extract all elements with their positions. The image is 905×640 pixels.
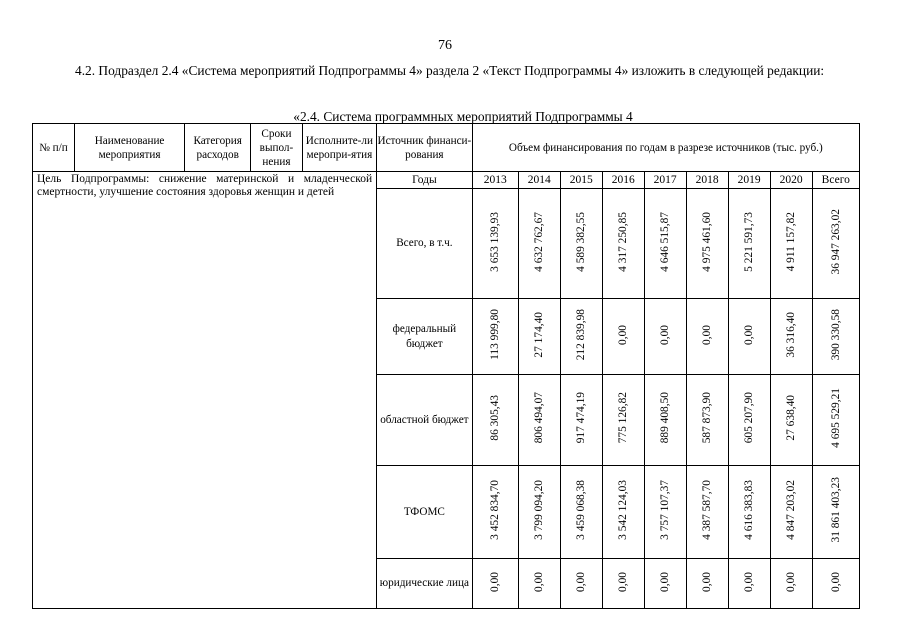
funding-value: 0,00: [743, 571, 756, 592]
funding-cell: [728, 299, 770, 375]
funding-cell: [472, 189, 518, 299]
funding-cell: [644, 299, 686, 375]
funding-value: 3 452 834,70: [489, 480, 502, 540]
funding-value: 31 861 403,23: [829, 477, 842, 543]
funding-value: 0,00: [659, 571, 672, 592]
year-header-0: 2013: [472, 172, 518, 189]
funding-value: 390 330,58: [829, 308, 842, 361]
funding-value: 4 589 382,55: [575, 211, 588, 272]
funding-value: 27 174,40: [533, 311, 546, 358]
funding-cell: [518, 299, 560, 375]
funding-value: 0,00: [533, 571, 546, 592]
funding-value: 0,00: [829, 571, 842, 592]
years-label: Годы: [377, 172, 472, 189]
funding-value: 3 459 068,38: [575, 480, 588, 540]
funding-cell: [812, 466, 859, 559]
funding-cell: [602, 299, 644, 375]
funding-value: 4 911 157,82: [785, 211, 798, 272]
funding-value: 113 999,80: [489, 309, 502, 360]
funding-cell: [812, 189, 859, 299]
funding-cell: [686, 466, 728, 559]
funding-value: 3 653 139,93: [489, 211, 502, 272]
funding-cell: [560, 299, 602, 375]
funding-cell: [686, 559, 728, 609]
funding-cell: [812, 559, 859, 609]
funding-value: 889 408,50: [659, 392, 672, 444]
funding-cell: [518, 466, 560, 559]
funding-cell: [770, 466, 812, 559]
funding-value: 3 757 107,37: [659, 480, 672, 540]
funding-value: 4 847 203,02: [785, 480, 798, 540]
funding-value: 0,00: [617, 571, 630, 592]
year-header-6: 2019: [728, 172, 770, 189]
funding-cell: [560, 189, 602, 299]
funding-value: 917 474,19: [575, 392, 588, 444]
funding-value: 587 873,90: [701, 392, 714, 444]
funding-cell: [770, 375, 812, 466]
header-category: Категория расходов: [185, 124, 251, 172]
funding-value: 0,00: [489, 571, 502, 592]
year-header-3: 2016: [602, 172, 644, 189]
funding-value: 3 542 124,03: [617, 480, 630, 540]
funding-value: 0,00: [575, 571, 588, 592]
funding-value: 0,00: [743, 324, 756, 345]
funding-value: 0,00: [701, 571, 714, 592]
funding-cell: [560, 466, 602, 559]
funding-cell: [644, 375, 686, 466]
funding-value: 4 695 529,21: [829, 388, 842, 448]
funding-cell: [728, 559, 770, 609]
funding-source: ТФОМС: [377, 466, 472, 559]
year-header-4: 2017: [644, 172, 686, 189]
year-header-1: 2014: [518, 172, 560, 189]
funding-cell: [518, 375, 560, 466]
funding-source: областной бюджет: [377, 375, 472, 466]
funding-value: 4 646 515,87: [659, 211, 672, 272]
funding-value: 0,00: [617, 324, 630, 345]
funding-cell: [472, 299, 518, 375]
header-source: Источник финанси-рования: [377, 124, 472, 172]
years-row: [33, 172, 860, 189]
funding-cell: [518, 559, 560, 609]
funding-value: 86 305,43: [489, 395, 502, 441]
header-terms: Сроки выпол-нения: [251, 124, 302, 172]
funding-value: 36 316,40: [785, 311, 798, 358]
funding-cell: [770, 189, 812, 299]
funding-cell: [560, 375, 602, 466]
funding-value: 5 221 591,73: [743, 211, 756, 272]
year-header-8: Всего: [812, 172, 859, 189]
year-header-2: 2015: [560, 172, 602, 189]
goal-cell: Цель Подпрограммы: снижение материнской и младенческой смертности, улучшение состояния здоровья женщин и детей: [33, 172, 377, 609]
funding-cell: [686, 375, 728, 466]
funding-cell: [644, 466, 686, 559]
funding-value: 0,00: [659, 324, 672, 345]
header-row: [33, 124, 860, 172]
funding-cell: [472, 375, 518, 466]
funding-value: 3 799 094,20: [533, 480, 546, 540]
funding-value: 775 126,82: [617, 392, 630, 444]
funding-cell: [602, 466, 644, 559]
funding-cell: [770, 559, 812, 609]
year-header-5: 2018: [686, 172, 728, 189]
header-financing: Объем финансирования по годам в разрезе источников (тыс. руб.): [472, 124, 859, 172]
funding-source: федеральный бюджет: [377, 299, 472, 375]
funding-cell: [602, 559, 644, 609]
funding-value: 4 975 461,60: [701, 211, 714, 272]
financing-table: [32, 123, 860, 609]
funding-value: 0,00: [701, 324, 714, 345]
intro-paragraph: 4.2. Подраздел 2.4 «Система мероприятий Подпрограммы 4» раздела 2 «Текст Подпрограммы 4» изложить в следующей редакции:: [75, 63, 825, 78]
funding-cell: [686, 189, 728, 299]
funding-cell: [518, 189, 560, 299]
table-title: «2.4. Система программных мероприятий Подпрограммы 4: [293, 109, 633, 124]
funding-value: 806 494,07: [533, 392, 546, 444]
funding-cell: [472, 559, 518, 609]
page-number: 76: [438, 38, 452, 53]
funding-cell: [602, 375, 644, 466]
funding-value: 36 947 263,02: [829, 208, 842, 275]
funding-cell: [602, 189, 644, 299]
funding-cell: [728, 466, 770, 559]
funding-cell: [728, 375, 770, 466]
funding-cell: [686, 299, 728, 375]
funding-value: 605 207,90: [743, 392, 756, 444]
funding-value: 4 632 762,67: [533, 211, 546, 272]
year-header-7: 2020: [770, 172, 812, 189]
funding-cell: [812, 299, 859, 375]
funding-cell: [812, 375, 859, 466]
funding-value: 212 839,98: [575, 308, 588, 361]
funding-source: юридические лица: [377, 559, 472, 609]
funding-value: 0,00: [785, 571, 798, 592]
funding-value: 4 387 587,70: [701, 480, 714, 540]
header-executors: Исполните-ли меропри-ятия: [302, 124, 377, 172]
funding-value: 4 317 250,85: [617, 211, 630, 272]
funding-cell: [472, 466, 518, 559]
funding-cell: [728, 189, 770, 299]
funding-cell: [644, 189, 686, 299]
header-num: № п/п: [33, 124, 75, 172]
header-name: Наименование мероприятия: [74, 124, 184, 172]
funding-value: 4 616 383,83: [743, 480, 756, 540]
funding-source: Всего, в т.ч.: [377, 189, 472, 299]
funding-cell: [770, 299, 812, 375]
funding-cell: [644, 559, 686, 609]
funding-value: 27 638,40: [785, 395, 798, 441]
funding-cell: [560, 559, 602, 609]
